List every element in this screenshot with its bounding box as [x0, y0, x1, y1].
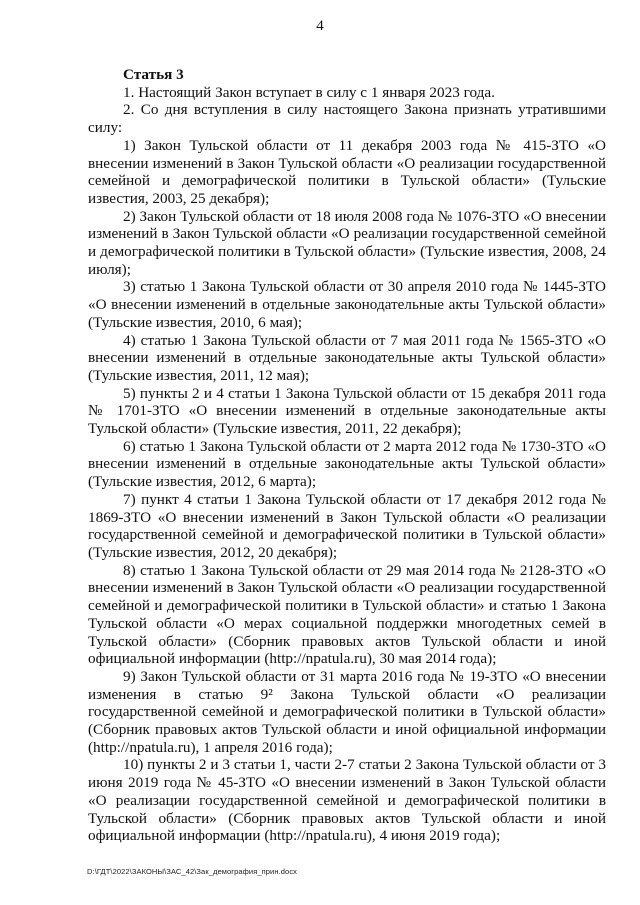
- list-item-3: 3) статью 1 Закона Тульской области от 30 апреля 2010 года № 1445-ЗТО «О внесении изменений в отдельные законодательные акты Тульской области» (Тульские известия, 2010, 6 мая);: [88, 278, 606, 331]
- list-item-5: 5) пункты 2 и 4 статьи 1 Закона Тульской области от 15 декабря 2011 года № 1701-ЗТО «О внесении изменений в отдельные законодательные акты Тульской области» (Тульские известия, 2011, 22 декабря);: [88, 384, 606, 438]
- list-item-9: 9) Закон Тульской области от 31 марта 2016 года № 19-ЗТО «О внесении изменения в статью 9² Закона Тульской области «О реализации государственной семейной и демографической политики в Тульской области» (Сборник правовых актов Тульской области и иной официальной информации (http://npatula.ru), 1 апреля 2016 года);: [88, 667, 606, 756]
- list-item-2: 2) Закон Тульской области от 18 июля 2008 года № 1076-ЗТО «О внесении изменений в Закон Тульской области «О реализации государственной семейной и демографической политики в Тульской области» (Тульские известия, 2008, 24 июля);: [88, 207, 606, 278]
- document-body: [88, 66, 606, 845]
- list-item-7: 7) пункт 4 статьи 1 Закона Тульской области от 17 декабря 2012 года № 1869-ЗТО «О внесении изменений в Закон Тульской области «О реализации государственной семейной и демографической политики в Тульской области» (Тульские известия, 2012, 20 декабря);: [88, 490, 606, 561]
- page-number: 4: [316, 18, 324, 34]
- list-item-4: 4) статью 1 Закона Тульской области от 7 мая 2011 года № 1565-ЗТО «О внесении изменений в отдельные законодательные акты Тульской области» (Тульские известия, 2011, 12 мая);: [88, 331, 606, 384]
- paragraph-2: 2. Со дня вступления в силу настоящего Закона признать утратившими силу:: [88, 101, 606, 137]
- footer-file-path: D:\ГДТ\2022\ЗАКОНЫ\ЗАС_42\Зак_демография_прин.docx: [87, 867, 298, 876]
- article-title: Статья 3: [123, 66, 184, 83]
- list-item-10: 10) пункты 2 и 3 статьи 1, части 2-7 статьи 2 Закона Тульской области от 3 июня 2019 года № 45-ЗТО «О внесении изменений в Закон Тульской области «О реализации государственной семейной и демографической политики в Тульской области» (Сборник правовых актов Тульской области и иной официальной информации (http://npatula.ru), 4 июня 2019 года);: [88, 756, 606, 845]
- paragraph-1: 1. Настоящий Закон вступает в силу с 1 января 2023 года.: [123, 83, 495, 101]
- list-item-6: 6) статью 1 Закона Тульской области от 2 марта 2012 года № 1730-ЗТО «О внесении изменений в отдельные законодательные акты Тульской области» (Тульские известия, 2012, 6 марта);: [88, 437, 606, 491]
- list-item-1: 1) Закон Тульской области от 11 декабря 2003 года № 415-ЗТО «О внесении изменений в Закон Тульской области «О реализации государственной семейной и демографической политики в Тульской области» (Тульские известия, 2003, 25 декабря);: [88, 136, 606, 207]
- list-item-8: 8) статью 1 Закона Тульской области от 29 мая 2014 года № 2128-ЗТО «О внесении изменений в Закон Тульской области «О реализации государственной семейной и демографической политики в Тульской области» и статью 1 Закона Тульской области «О мерах социальной поддержки многодетных семей в Тульской области» (Сборник правовых актов Тульской области и иной официальной информации (http://npatula.ru), 30 мая 2014 года);: [88, 561, 606, 668]
